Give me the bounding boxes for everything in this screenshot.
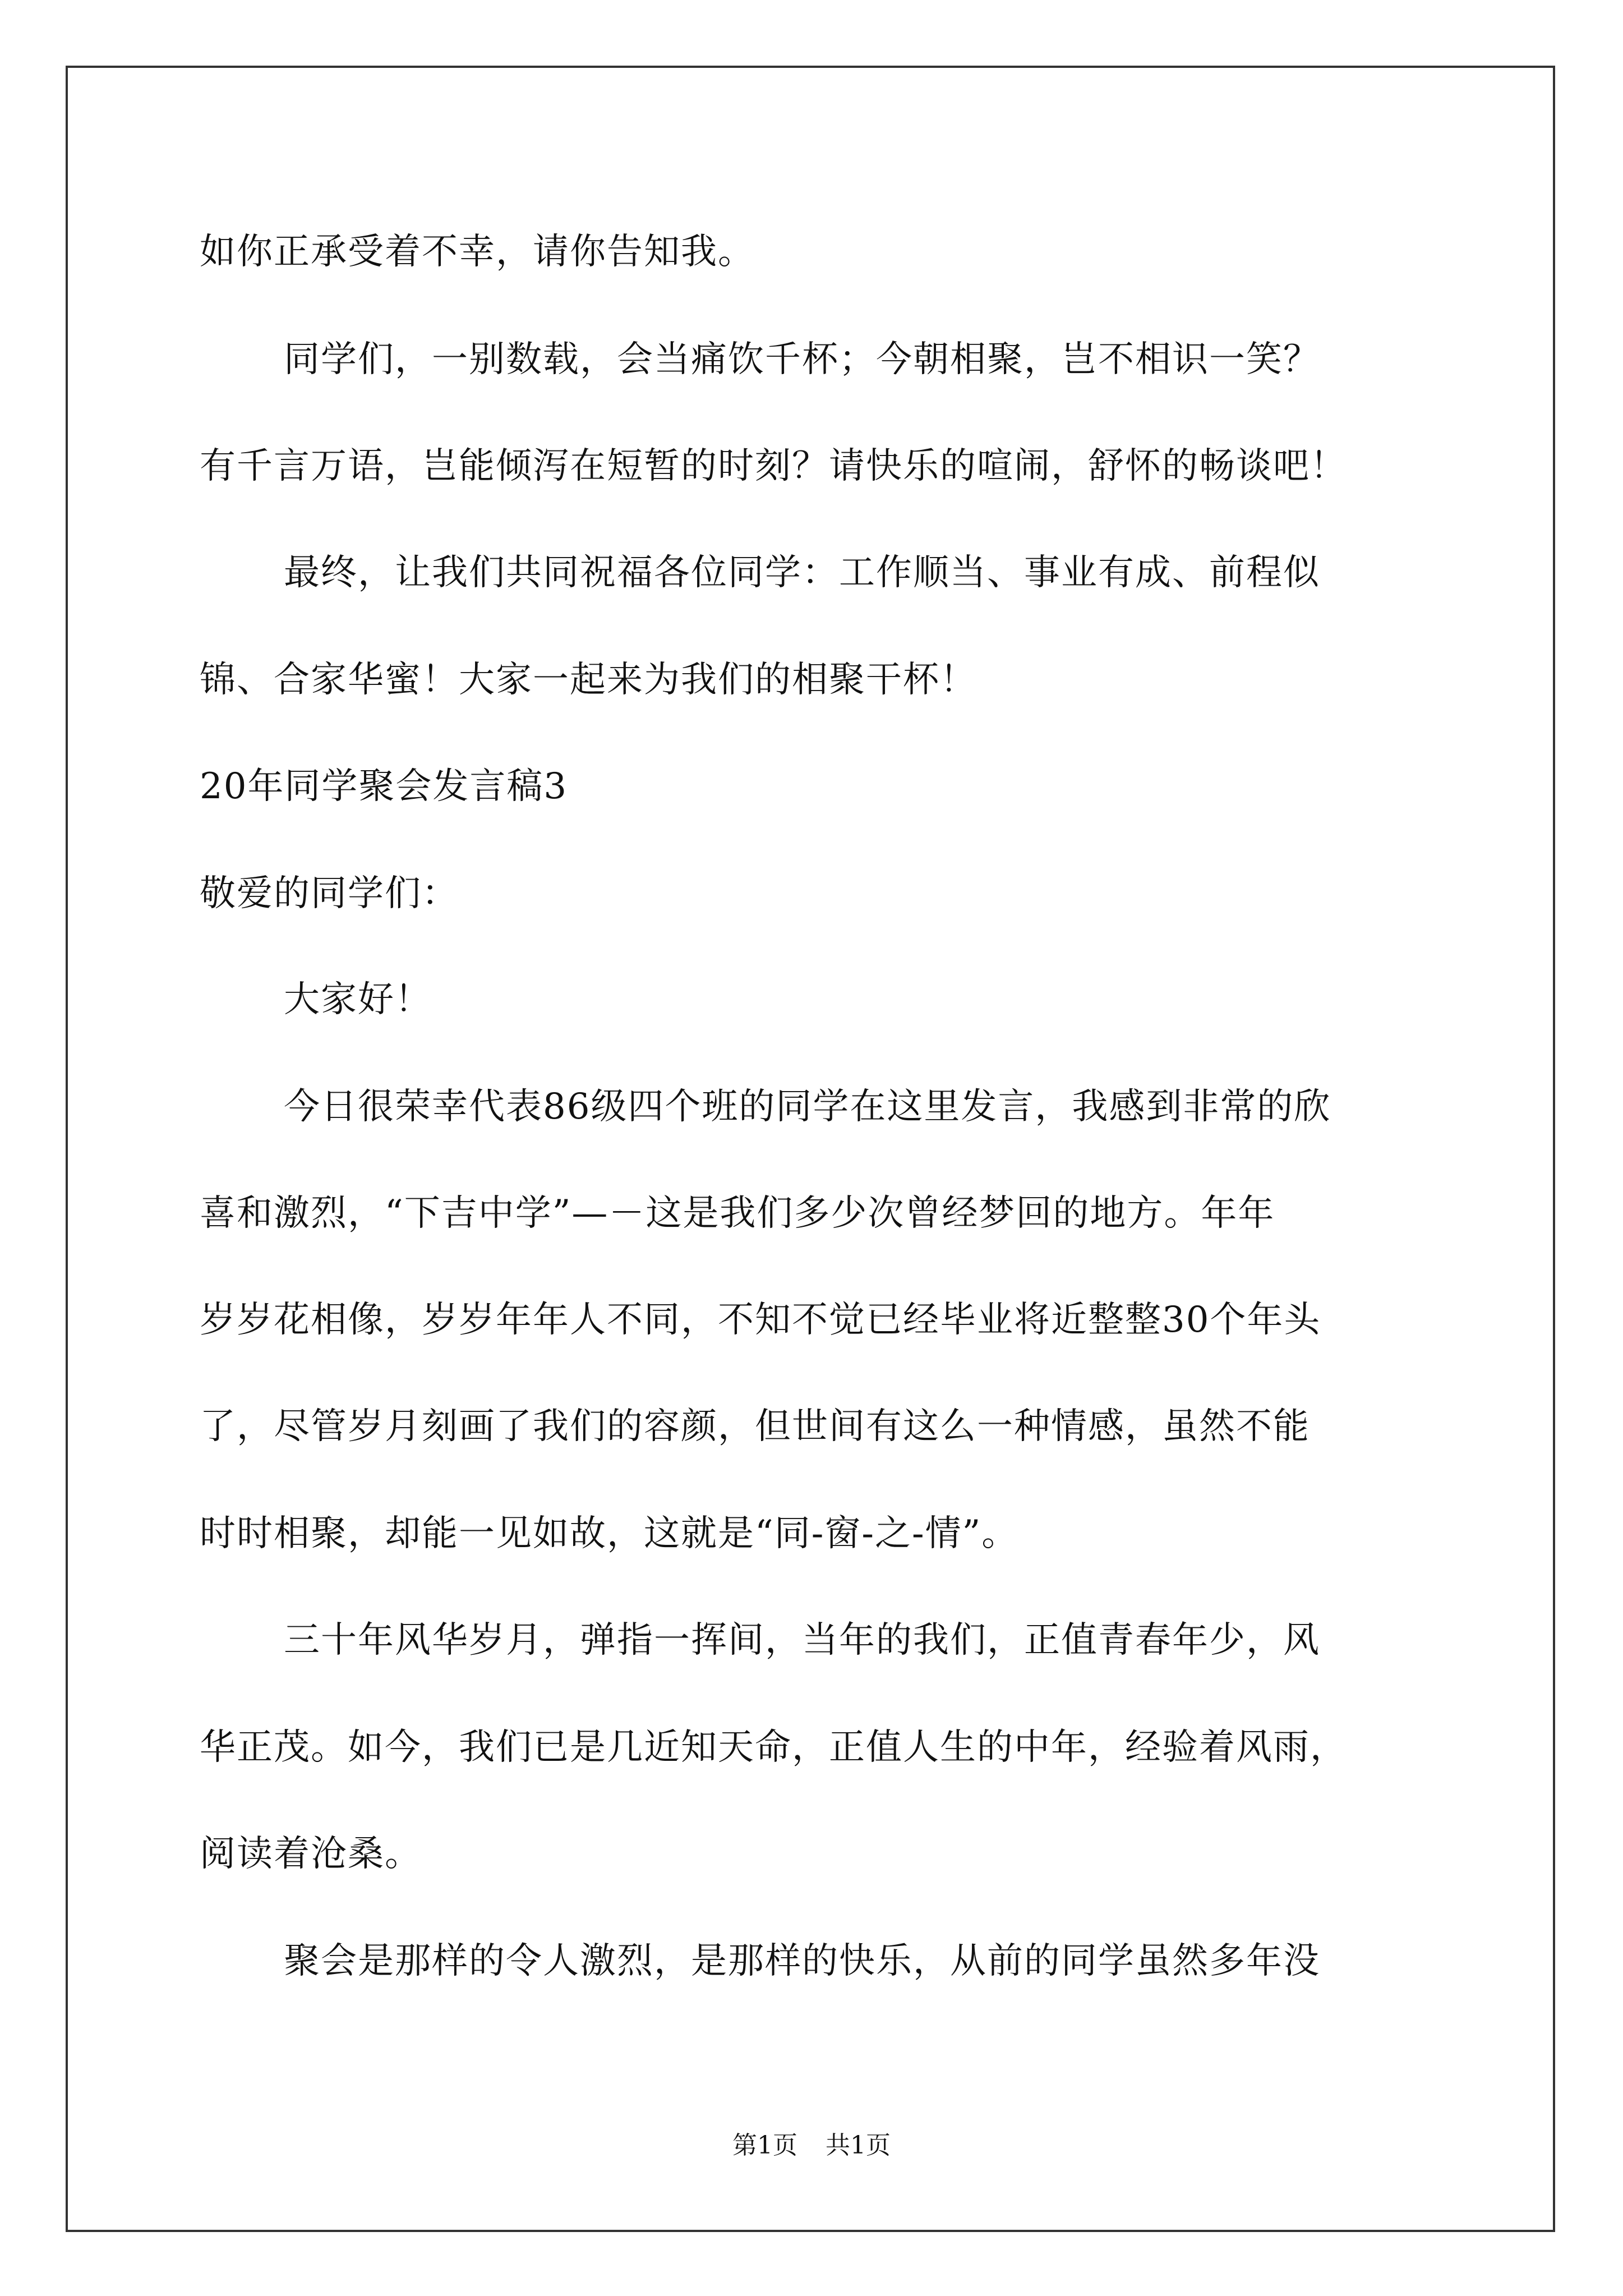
text-line: 三十年风华岁月，弹指一挥间，当年的我们，正值青春年少，风 [284, 1619, 1320, 1661]
text-line: 了，尽管岁月刻画了我们的容颜，但世间有这么一种情感，虽然不能 [200, 1406, 1310, 1447]
salutation: 敬爱的同学们： [200, 873, 459, 914]
text-line: 今日很荣幸代表86级四个班的同学在这里发言，我感到非常的欣 [284, 1086, 1331, 1128]
section-heading: 20年同学聚会发言稿3 [200, 766, 568, 807]
text-line: 锦、合家华蜜！大家一起来为我们的相聚干杯！ [200, 659, 977, 701]
page-footer [0, 2130, 1623, 2161]
text-line: 有千言万语，岂能倾泻在短暂的时刻？请快乐的喧闹，舒怀的畅谈吧！ [200, 445, 1347, 487]
text-line: 阅读着沧桑。 [200, 1833, 422, 1875]
page-total: 共1页 [826, 2131, 891, 2160]
page-border [66, 66, 1555, 2232]
page-number: 第1页 [732, 2131, 797, 2160]
text-line: 如你正承受着不幸，请你告知我。 [200, 231, 755, 273]
text-line: 聚会是那样的令人激烈，是那样的快乐，从前的同学虽然多年没 [284, 1940, 1320, 1982]
text-line: 岁岁花相像，岁岁年年人不同，不知不觉已经毕业将近整整30个年头 [200, 1299, 1321, 1341]
greeting: 大家好！ [284, 979, 432, 1020]
text-line: 喜和激烈，“下吉中学”—－这是我们多少次曾经梦回的地方。年年 [200, 1193, 1275, 1234]
text-line: 最终，让我们共同祝福各位同学：工作顺当、事业有成、前程似 [284, 552, 1320, 593]
text-line: 华正茂。如今，我们已是几近知天命，正值人生的中年，经验着风雨， [200, 1727, 1347, 1768]
text-line: 时时相聚，却能一见如故，这就是“同-窗-之-情”。 [200, 1513, 1019, 1554]
text-line: 同学们，一别数载，会当痛饮千杯；今朝相聚，岂不相识一笑？ [284, 339, 1320, 380]
